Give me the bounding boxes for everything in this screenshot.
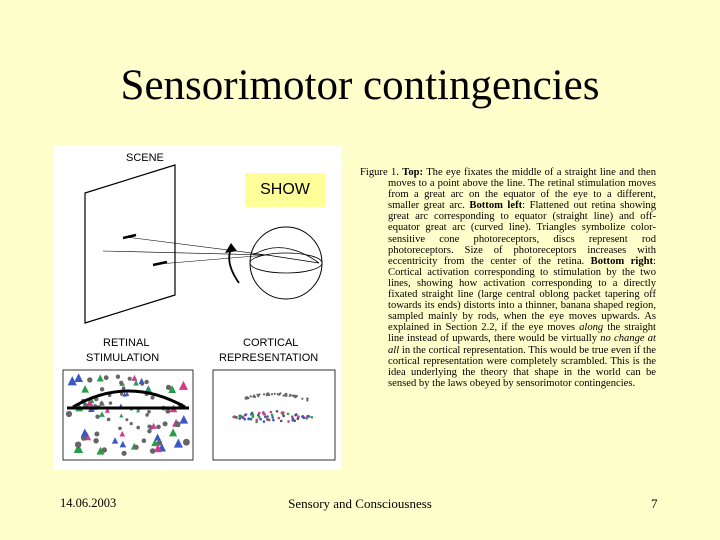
cortical-dot [242, 416, 245, 419]
cortical-label-2: REPRESENTATION [219, 352, 319, 364]
cortical-dot [287, 420, 290, 423]
scene-label: SCENE [126, 152, 164, 164]
rod-disc [145, 413, 149, 417]
footer-date: 14.06.2003 [60, 496, 117, 510]
cortical-banana-dot [294, 396, 296, 398]
caption-prefix: Figure 1. [360, 167, 403, 178]
cortical-dot [276, 410, 279, 413]
cortical-dot [295, 413, 298, 416]
rod-disc [75, 442, 81, 448]
slide-title: Sensorimotor contingencies [120, 62, 600, 109]
cortical-banana-dot [274, 393, 276, 395]
eye-equator [250, 253, 322, 273]
rod-disc [102, 447, 107, 452]
rod-disc [183, 439, 190, 446]
show-button[interactable]: SHOW [245, 173, 325, 207]
cortical-banana-dot [285, 395, 287, 397]
caption-top-label: Top: [402, 167, 424, 178]
rod-disc [122, 451, 127, 456]
cortical-dot [287, 413, 290, 416]
cortical-banana-dot [245, 398, 247, 400]
cortical-dot [308, 415, 311, 418]
cortical-dot [271, 414, 274, 417]
cortical-banana-dot [289, 394, 291, 396]
cortical-banana-dot [268, 394, 270, 396]
caption-bottom-right-text-3: in the cortical representation. This would be true even if the cortical representation were completely scrambled. This is the idea underlying the theory that shape in the world can be sensed by the laws obeyed by sensorimotor contingencies. [388, 344, 656, 389]
rod-disc [130, 422, 133, 425]
rod-disc [104, 375, 109, 380]
rod-disc [100, 387, 104, 391]
cortical-dot [292, 417, 295, 420]
rod-disc [95, 415, 99, 419]
cortical-dot [281, 411, 284, 414]
rod-disc [147, 429, 151, 433]
caption-no-change: no change at all [388, 333, 656, 356]
cortical-banana-dot [253, 394, 255, 396]
rod-disc [156, 425, 161, 430]
cortical-banana-dot [257, 395, 259, 397]
figure-caption [360, 167, 656, 389]
cortical-dot [255, 419, 258, 422]
cortical-banana-dot [283, 394, 285, 396]
cortical-dot [280, 420, 283, 423]
cortical-banana-dot [306, 399, 308, 401]
cortical-dot [297, 417, 300, 420]
retinal-panel [63, 370, 193, 460]
cortical-dot [270, 411, 273, 414]
cortical-dot [233, 416, 236, 419]
scene-panel [85, 165, 175, 323]
cortical-dot [302, 415, 305, 418]
footer-title: Sensory and Consciousness [288, 496, 432, 511]
caption-top-text: The eye fixates the middle of a straight line and then moves to a point above the line. The retinal stimulation moves from a great arc on the equator of the eye to a different, smaller great arc. [388, 167, 656, 212]
cortical-banana-dot [278, 393, 280, 395]
cortical-panel [213, 370, 335, 460]
rod-disc [120, 393, 123, 396]
cortical-dot [278, 417, 281, 420]
rod-disc [119, 381, 123, 385]
cortical-dot [238, 417, 241, 420]
cortical-dot [262, 412, 265, 415]
rod-disc [93, 438, 98, 443]
rod-disc [122, 386, 126, 390]
page-number: 7 [651, 496, 658, 511]
rod-disc [66, 411, 72, 417]
cortical-dot [271, 416, 274, 419]
cortical-banana-dot [306, 398, 308, 400]
caption-along: along [579, 322, 604, 334]
eye-ball [250, 227, 322, 299]
retinal-label-1: RETINAL [103, 337, 150, 349]
rod-disc [94, 432, 99, 437]
rod-disc [151, 396, 155, 400]
rod-disc [128, 377, 132, 381]
cortical-dot [264, 416, 267, 419]
cortical-dot [245, 413, 248, 416]
cortical-banana-dot [271, 393, 273, 395]
rod-disc [142, 438, 147, 443]
caption-bottom-right-label: Bottom right [590, 255, 654, 267]
cortical-dot [252, 416, 255, 419]
rod-disc [136, 426, 140, 430]
cortical-dot [247, 418, 250, 421]
retinal-label-2: STIMULATION [86, 352, 160, 364]
rod-disc [87, 377, 92, 382]
rod-disc [109, 401, 112, 404]
cortical-banana-dot [250, 395, 252, 397]
caption-bottom-left-label: Bottom left [469, 200, 523, 212]
caption-bottom-right-text-2: the straight line instead of upwards, there would be virtually [388, 322, 656, 345]
rod-disc [100, 402, 104, 406]
cortical-dot [263, 420, 266, 423]
curved-arrow-head [225, 243, 237, 253]
rod-disc [116, 375, 120, 379]
cortical-banana-dot [301, 398, 303, 400]
cortical-dot [306, 417, 309, 420]
cortical-dot [266, 415, 269, 418]
cortical-dot [235, 416, 238, 419]
rod-disc [118, 427, 122, 431]
cortical-label-1: CORTICAL [243, 337, 299, 349]
cortical-banana-dot [263, 393, 265, 395]
cortical-dot [293, 419, 296, 422]
rod-disc [134, 445, 139, 450]
rod-disc [125, 418, 128, 421]
rod-disc [175, 421, 181, 427]
rod-disc [144, 380, 148, 384]
rod-disc [147, 410, 151, 414]
figure-illustration [53, 145, 341, 470]
cortical-dot [311, 416, 314, 419]
caption-bottom-left-text: : Flattened out retina showing great arc corresponding to equator (straight line) and off-equator great arc (curved line). Triangles symbolize color-sensitive cone photoreceptors, discs represent rod photoreceptors. Size of photoreceptors increases with eccentricity from the center of the retina. [388, 200, 657, 267]
cortical-dot [258, 416, 261, 419]
cortical-dot [272, 419, 275, 422]
rod-disc [163, 421, 168, 426]
cortical-dot [266, 418, 269, 421]
rod-disc [107, 418, 111, 422]
cortical-dot [282, 415, 285, 418]
cortical-banana-dot [258, 393, 260, 395]
cortical-banana-dot [291, 395, 293, 397]
caption-bottom-right-text-1: : Cortical activation corresponding to stimulation by the two lines, showing how activation corresponding to a directly fixated straight line (large central oblong packet tapering off towards its ends) distorts into a thinner, banana shaped region, sampled mainly by rods, when the eye moves upwards. As explained in Section 2.2, if the eye moves [388, 255, 656, 334]
